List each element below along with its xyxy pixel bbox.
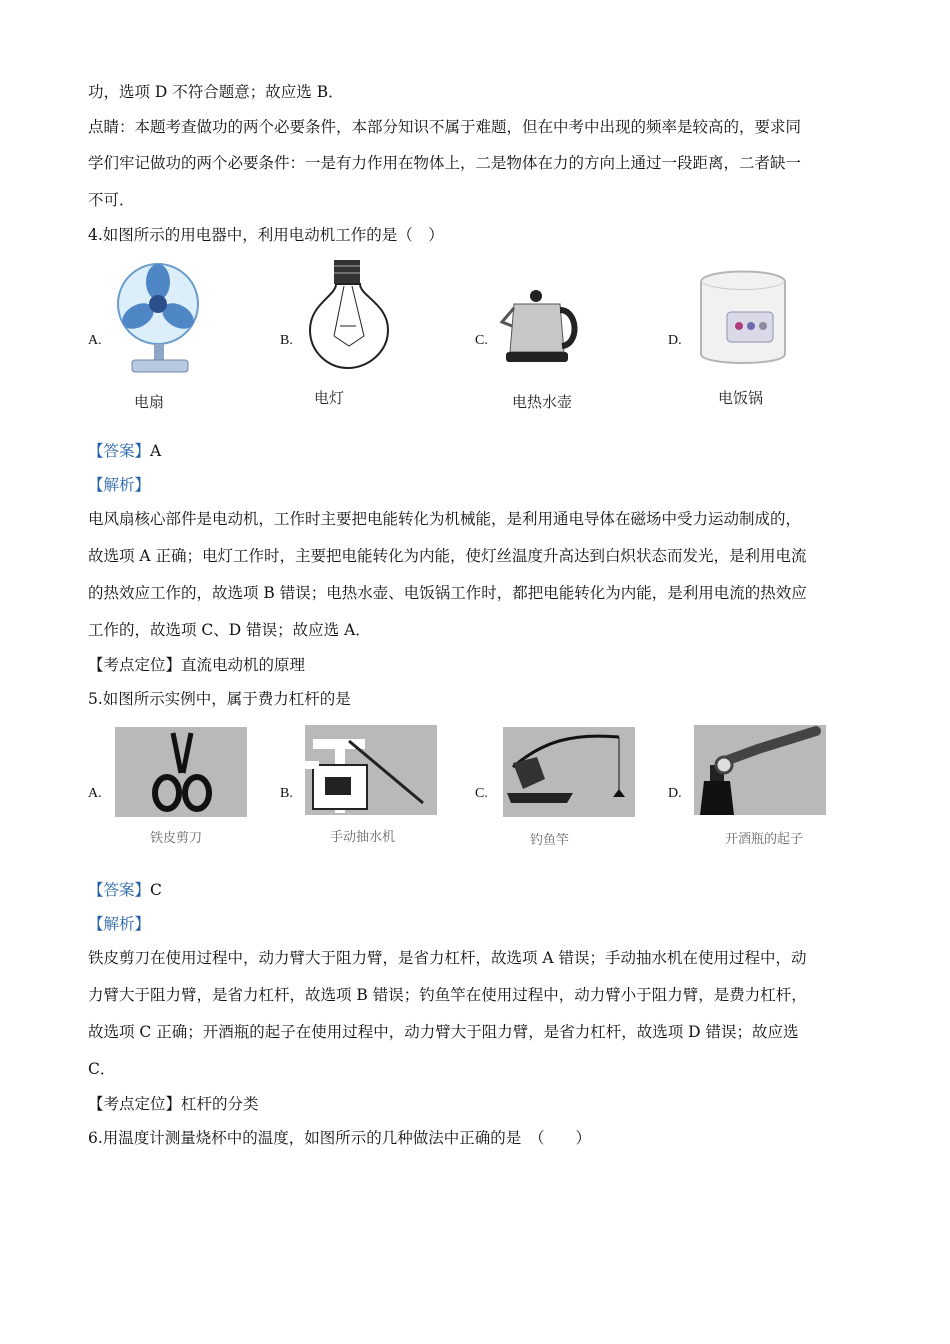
text-line: 铁皮剪刀在使用过程中，动力臂大于阻力臂，是省力杠杆，故选项 A 错误；手动抽水机在使用过程中，动	[88, 949, 807, 967]
analysis-tag: 【解析】	[88, 476, 151, 494]
option-letter: A.	[88, 786, 102, 801]
option-caption: 铁皮剪刀	[150, 831, 203, 846]
text-line: 点睛：本题考查做功的两个必要条件，本部分知识不属于难题，但在中考中出现的频率是较高的，要求同	[88, 118, 802, 136]
answer-4	[88, 441, 161, 461]
text-line: 学们牢记做功的两个必要条件：一是有力作用在物体上，二是物体在力的方向上通过一段距离，二者缺一	[88, 154, 802, 172]
option-letter: D.	[668, 333, 682, 348]
text-line: C．	[88, 1060, 116, 1078]
answer-value: A	[150, 442, 162, 460]
option-caption: 电灯	[314, 389, 345, 407]
option-letter: B.	[280, 333, 293, 348]
electric-fan-icon	[112, 258, 204, 376]
tin-shears-icon	[115, 727, 247, 817]
option-caption: 电饭锅	[718, 389, 764, 407]
option-letter: D.	[668, 786, 682, 801]
key-point: 【考点定位】直流电动机的原理	[88, 656, 306, 674]
option-letter: C.	[475, 786, 488, 801]
answer-tag: 【答案】	[88, 881, 151, 899]
question-6: 6.用温度计测量烧杯中的温度，如图所示的几种做法中正确的是 （ ）	[88, 1129, 592, 1147]
option-letter: C.	[475, 333, 488, 348]
electric-kettle-icon	[500, 288, 586, 368]
text-line: 故选项 C 正确；开酒瓶的起子在使用过程中，动力臂大于阻力臂，是省力杠杆，故选项 D 错误；故应选	[88, 1023, 799, 1041]
fishing-rod-icon	[503, 727, 635, 817]
answer-5	[88, 880, 162, 900]
option-caption: 开酒瓶的起子	[725, 832, 804, 847]
option-caption: 电热水壶	[512, 393, 573, 411]
option-caption: 手动抽水机	[330, 830, 396, 845]
text-line: 的热效应工作的，故选项 B 错误；电热水壶、电饭锅工作时，都把电能转化为内能，是利用电流的热效应	[88, 584, 807, 602]
bottle-opener-icon	[694, 725, 826, 815]
text-line: 工作的，故选项 C、D 错误；故应选 A．	[88, 621, 371, 639]
text-line: 故选项 A 正确；电灯工作时，主要把电能转化为内能，使灯丝温度升高达到白炽状态而发光，是利用电流	[88, 547, 807, 565]
answer-tag: 【答案】	[88, 442, 151, 460]
hand-pump-icon	[305, 725, 437, 815]
option-caption: 电扇	[134, 393, 165, 411]
text-line: 力臂大于阻力臂，是省力杠杆，故选项 B 错误；钓鱼竿在使用过程中，动力臂小于阻力臂，是费力杠杆，	[88, 986, 807, 1004]
question-4: 4.如图所示的用电器中，利用电动机工作的是（ ）	[88, 226, 444, 244]
question-5: 5.如图所示实例中，属于费力杠杆的是	[88, 690, 351, 708]
rice-cooker-icon	[695, 262, 791, 370]
light-bulb-icon	[304, 256, 394, 372]
analysis-tag: 【解析】	[88, 915, 151, 933]
text-line: 功，选项 D 不符合题意；故应选 B．	[88, 83, 344, 101]
text-line: 不可．	[88, 191, 135, 209]
text-line: 电风扇核心部件是电动机，工作时主要把电能转化为机械能，是利用通电导体在磁场中受力运动制成的，	[88, 510, 802, 528]
option-letter: B.	[280, 786, 293, 801]
option-letter: A.	[88, 333, 102, 348]
option-caption: 钓鱼竿	[530, 833, 570, 848]
answer-value: C	[150, 881, 162, 899]
key-point: 【考点定位】杠杆的分类	[88, 1095, 259, 1113]
